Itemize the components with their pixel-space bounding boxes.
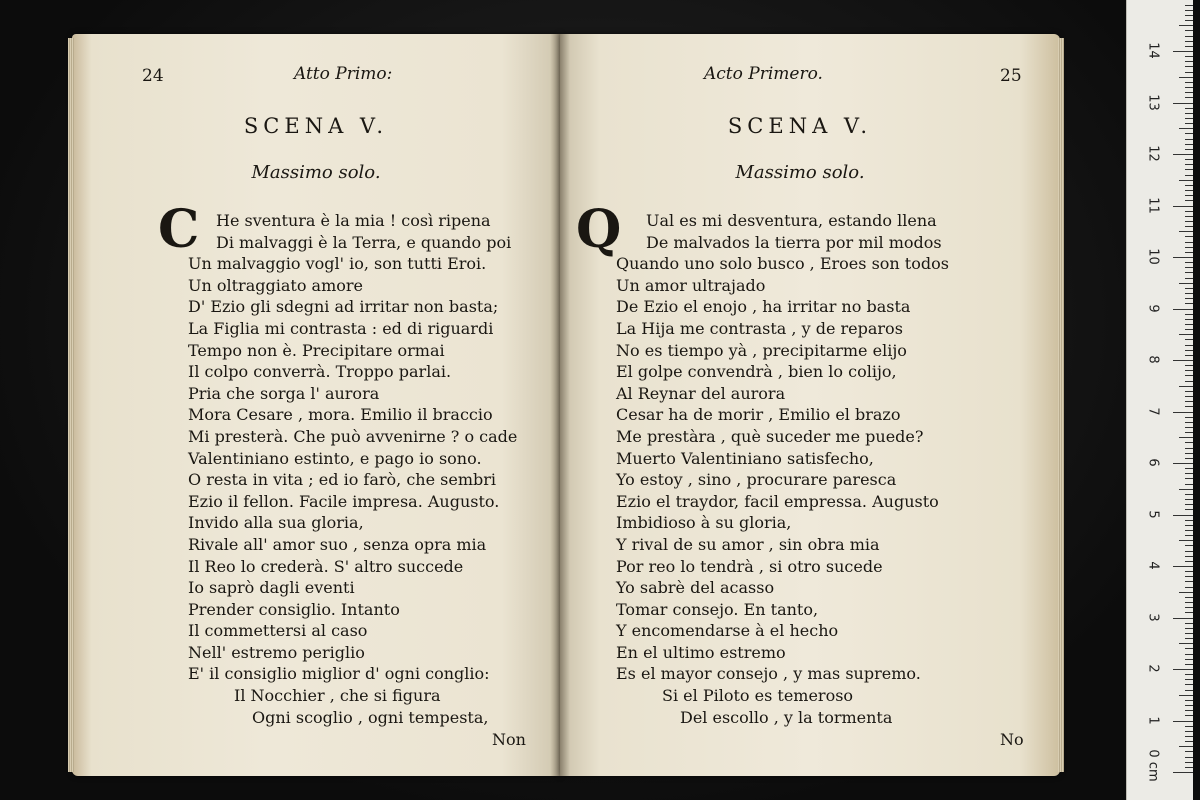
- ruler-number: 13: [1145, 93, 1161, 111]
- ruler-tick: [1185, 442, 1193, 443]
- ruler-tick: [1185, 422, 1193, 423]
- ruler-tick: [1185, 133, 1193, 134]
- ruler-tick: [1185, 535, 1193, 536]
- ruler-tick: [1185, 690, 1193, 691]
- ruler-tick: [1173, 618, 1193, 619]
- left-scene-title: SCENA V.: [243, 114, 389, 138]
- ruler-tick: [1185, 401, 1193, 402]
- right-catchword: No: [1000, 730, 1024, 749]
- ruler-tick: [1185, 417, 1193, 418]
- ruler-tick: [1185, 700, 1193, 701]
- open-book: [72, 24, 1062, 776]
- right-verse-text: [616, 210, 949, 728]
- verse-line: Es el mayor consejo , y mas supremo.: [616, 664, 921, 684]
- ruler-tick: [1179, 25, 1193, 26]
- ruler-tick: [1179, 128, 1193, 129]
- verse-line: Nell' estremo periglio: [188, 642, 365, 662]
- ruler-tick: [1185, 293, 1193, 294]
- ruler-tick: [1185, 726, 1193, 727]
- ruler-tick: [1179, 386, 1193, 387]
- ruler-tick: [1179, 695, 1193, 696]
- left-running-header: Atto Primo:: [294, 64, 393, 84]
- ruler-tick: [1185, 365, 1193, 366]
- left-drop-capital: C: [158, 199, 200, 260]
- ruler-tick: [1185, 751, 1193, 752]
- ruler-tick: [1185, 144, 1193, 145]
- ruler-tick: [1185, 648, 1193, 649]
- ruler-tick: [1185, 72, 1193, 73]
- verse-line: Il colpo converrà. Troppo parlai.: [188, 362, 452, 382]
- ruler-number: 6: [1145, 458, 1161, 467]
- verse-line: He sventura è la mia ! così ripena: [216, 211, 491, 230]
- ruler-tick: [1185, 46, 1193, 47]
- right-page: [560, 34, 1060, 776]
- verse-line: Il Nocchier , che si figura: [234, 686, 441, 706]
- ruler-tick: [1179, 180, 1193, 181]
- ruler-tick: [1173, 515, 1193, 516]
- ruler-tick: [1185, 355, 1193, 356]
- ruler-tick: [1185, 520, 1193, 521]
- ruler-tick: [1173, 463, 1193, 464]
- verse-line: Del escollo , y la tormenta: [680, 707, 893, 727]
- ruler-tick: [1185, 741, 1193, 742]
- ruler-tick: [1185, 623, 1193, 624]
- ruler-tick: [1185, 499, 1193, 500]
- ruler-tick: [1185, 705, 1193, 706]
- ruler-number: 3: [1145, 612, 1161, 622]
- verse-line: Un malvaggio vogl' io, son tutti Eroi.: [188, 254, 487, 274]
- ruler-tick: [1185, 587, 1193, 588]
- verse-line: Quando uno solo busco , Eroes son todos: [616, 254, 949, 274]
- ruler-tick: [1185, 303, 1193, 304]
- ruler-number: 8: [1145, 355, 1161, 364]
- ruler-tick: [1185, 329, 1193, 330]
- ruler-tick: [1185, 473, 1193, 474]
- ruler-tick: [1173, 103, 1193, 104]
- ruler-tick: [1185, 628, 1193, 629]
- ruler-tick: [1185, 571, 1193, 572]
- verse-line: Me prestàra , què suceder me puede?: [616, 426, 924, 446]
- ruler-tick: [1185, 195, 1193, 196]
- verse-line: Al Reynar del aurora: [616, 383, 786, 403]
- ruler-tick: [1185, 561, 1193, 562]
- right-folio: 25: [1000, 66, 1022, 86]
- ruler-tick: [1179, 489, 1193, 490]
- ruler-tick: [1185, 87, 1193, 88]
- verse-line: Io saprò dagli eventi: [188, 578, 355, 598]
- verse-line: De Ezio el enojo , ha irritar no basta: [616, 297, 911, 317]
- verse-line: Ogni scoglio , ogni tempesta,: [252, 707, 489, 727]
- verse-line: En el ultimo estremo: [616, 642, 786, 662]
- ruler-tick: [1185, 41, 1193, 42]
- ruler-tick: [1185, 767, 1193, 768]
- ruler-tick: [1179, 540, 1193, 541]
- ruler-tick: [1185, 370, 1193, 371]
- ruler-tick: [1185, 432, 1193, 433]
- verse-line: E' il consiglio miglior d' ogni conglio:: [188, 664, 490, 684]
- ruler-tick: [1185, 211, 1193, 212]
- ruler-tick: [1185, 448, 1193, 449]
- ruler-tick: [1185, 391, 1193, 392]
- right-running-header: Acto Primero.: [704, 64, 823, 84]
- verse-line: Rivale all' amor suo , senza opra mia: [188, 534, 487, 554]
- ruler-tick: [1185, 339, 1193, 340]
- verse-line: Tomar consejo. En tanto,: [616, 599, 819, 619]
- ruler-tick: [1185, 484, 1193, 485]
- left-page-edges: [68, 38, 74, 772]
- ruler-tick: [1185, 494, 1193, 495]
- ruler-tick: [1185, 576, 1193, 577]
- verse-line: Di malvaggi è la Terra, e quando poi: [216, 232, 512, 252]
- verse-line: Yo estoy , sino , procurare paresca: [616, 470, 897, 490]
- ruler-tick: [1185, 659, 1193, 660]
- ruler-tick: [1173, 309, 1193, 310]
- ruler-tick: [1185, 247, 1193, 248]
- ruler-tick: [1185, 545, 1193, 546]
- ruler-tick: [1173, 669, 1193, 670]
- ruler-tick: [1185, 324, 1193, 325]
- verse-line: Mi presterà. Che può avvenirne ? o cade: [188, 426, 518, 446]
- ruler-tick: [1185, 736, 1193, 737]
- ruler-tick: [1185, 216, 1193, 217]
- ruler-number: 14: [1145, 42, 1161, 59]
- verse-line: De malvados la tierra por mil modos: [646, 232, 942, 252]
- ruler-tick: [1173, 566, 1193, 567]
- ruler-tick: [1185, 175, 1193, 176]
- ruler-tick: [1179, 437, 1193, 438]
- ruler-tick: [1185, 664, 1193, 665]
- verse-line: Valentiniano estinto, e pago io sono.: [188, 448, 482, 468]
- ruler-tick: [1185, 242, 1193, 243]
- left-page: [72, 34, 560, 776]
- left-folio: 24: [142, 66, 164, 86]
- ruler-tick: [1173, 51, 1193, 52]
- verse-line: Si el Piloto es temeroso: [662, 686, 854, 706]
- ruler-tick: [1185, 509, 1193, 510]
- ruler-tick: [1185, 108, 1193, 109]
- ruler-number: 11: [1145, 196, 1161, 214]
- ruler-tick: [1185, 118, 1193, 119]
- ruler-tick: [1185, 581, 1193, 582]
- verse-line: Ezio il fellon. Facile impresa. Augusto.: [188, 491, 500, 511]
- ruler-tick: [1185, 92, 1193, 93]
- right-scene-title: SCENA V.: [727, 114, 873, 138]
- ruler-tick: [1185, 298, 1193, 299]
- verse-line: Il Reo lo crederà. S' altro succede: [188, 556, 464, 576]
- ruler-tick: [1173, 412, 1193, 413]
- left-catchword: Non: [492, 730, 526, 749]
- verse-line: Mora Cesare , mora. Emilio il braccio: [188, 405, 493, 425]
- ruler-tick: [1185, 762, 1193, 763]
- verse-line: Un amor ultrajado: [616, 275, 766, 295]
- ruler-tick: [1173, 257, 1193, 258]
- verse-line: Prender consiglio. Intanto: [188, 599, 400, 619]
- ruler-tick: [1173, 360, 1193, 361]
- ruler-tick: [1185, 350, 1193, 351]
- ruler-tick: [1185, 396, 1193, 397]
- ruler-number: 5: [1145, 509, 1161, 519]
- book-gutter: [550, 34, 570, 776]
- verse-line: Imbidioso à su gloria,: [616, 513, 792, 533]
- ruler-number: 9: [1145, 303, 1161, 313]
- ruler-tick: [1185, 15, 1193, 16]
- ruler-tick: [1185, 185, 1193, 186]
- ruler-tick: [1185, 458, 1193, 459]
- ruler-tick: [1179, 283, 1193, 284]
- verse-line: Invido alla sua gloria,: [188, 513, 364, 533]
- ruler-tick: [1185, 674, 1193, 675]
- ruler-tick: [1185, 221, 1193, 222]
- ruler-tick: [1185, 30, 1193, 31]
- ruler-tick: [1185, 164, 1193, 165]
- right-character-name: Massimo solo.: [735, 162, 865, 183]
- ruler-tick: [1185, 638, 1193, 639]
- ruler-tick: [1185, 427, 1193, 428]
- verse-line: Un oltraggiato amore: [188, 275, 363, 295]
- ruler-tick: [1185, 82, 1193, 83]
- ruler-tick: [1185, 272, 1193, 273]
- ruler-tick: [1185, 602, 1193, 603]
- verse-line: Tempo non è. Precipitare ormai: [188, 340, 445, 360]
- verse-line: Y encomendarse à el hecho: [616, 621, 839, 641]
- ruler-tick: [1185, 226, 1193, 227]
- verse-line: Il commettersi al caso: [188, 621, 368, 641]
- verse-line: O resta in vita ; ed io farò, che sembri: [188, 470, 497, 490]
- ruler-tick: [1185, 530, 1193, 531]
- ruler-tick: [1185, 731, 1193, 732]
- ruler-tick: [1185, 556, 1193, 557]
- ruler-tick: [1185, 190, 1193, 191]
- verse-line: Y rival de su amor , sin obra mia: [616, 534, 880, 554]
- verse-line: Pria che sorga l' aurora: [188, 383, 380, 403]
- verse-line: La Hija me contrasta , y de reparos: [616, 318, 903, 338]
- ruler-tick: [1185, 288, 1193, 289]
- ruler-tick: [1185, 5, 1193, 6]
- ruler-tick: [1185, 710, 1193, 711]
- ruler-tick: [1185, 200, 1193, 201]
- ruler-tick: [1185, 345, 1193, 346]
- ruler-tick: [1185, 169, 1193, 170]
- ruler-tick: [1185, 757, 1193, 758]
- ruler-tick: [1185, 478, 1193, 479]
- ruler-tick: [1185, 113, 1193, 114]
- ruler-tick: [1185, 97, 1193, 98]
- ruler-tick: [1185, 612, 1193, 613]
- ruler-tick: [1185, 123, 1193, 124]
- left-verse-text: [188, 210, 517, 728]
- ruler-tick: [1173, 154, 1193, 155]
- ruler-number: 4: [1145, 561, 1161, 570]
- left-character-name: Massimo solo.: [251, 162, 381, 183]
- ruler-number: 2: [1145, 664, 1161, 673]
- verse-line: Yo sabrè del acasso: [616, 578, 775, 598]
- right-page-edges: [1058, 38, 1064, 772]
- ruler-tick: [1185, 149, 1193, 150]
- ruler-tick: [1185, 468, 1193, 469]
- ruler-number: 10: [1145, 248, 1161, 265]
- ruler-tick: [1185, 375, 1193, 376]
- verse-line: No es tiempo yà , precipitarme elijo: [616, 340, 907, 360]
- verse-line: D' Ezio gli sdegni ad irritar non basta;: [188, 297, 499, 317]
- ruler-tick: [1179, 334, 1193, 335]
- ruler-tick: [1185, 262, 1193, 263]
- ruler-tick: [1185, 381, 1193, 382]
- ruler-tick: [1185, 61, 1193, 62]
- right-drop-capital: Q: [576, 199, 622, 260]
- ruler-tick: [1179, 592, 1193, 593]
- verse-line: Ezio el traydor, facil empressa. Augusto: [616, 491, 939, 511]
- ruler-tick: [1179, 77, 1193, 78]
- ruler-tick: [1185, 56, 1193, 57]
- ruler-tick: [1173, 772, 1193, 773]
- ruler-tick: [1185, 406, 1193, 407]
- verse-line: La Figlia mi contrasta : ed di riguardi: [188, 318, 494, 338]
- ruler-zero-label: 0 cm: [1145, 749, 1161, 782]
- ruler-tick: [1179, 746, 1193, 747]
- ruler-tick: [1185, 654, 1193, 655]
- ruler-tick: [1185, 319, 1193, 320]
- ruler-number: 1: [1145, 715, 1161, 725]
- verse-line: Ual es mi desventura, estando llena: [646, 211, 937, 230]
- ruler-tick: [1173, 206, 1193, 207]
- verse-line: El golpe convendrà , bien lo colijo,: [616, 362, 897, 382]
- ruler-number: 12: [1145, 145, 1161, 162]
- ruler-tick: [1185, 525, 1193, 526]
- ruler-tick: [1185, 679, 1193, 680]
- ruler-tick: [1185, 267, 1193, 268]
- ruler-tick: [1179, 231, 1193, 232]
- ruler-number: 7: [1145, 406, 1161, 416]
- ruler-tick: [1185, 10, 1193, 11]
- ruler-tick: [1185, 139, 1193, 140]
- ruler-tick: [1185, 504, 1193, 505]
- ruler-tick: [1185, 453, 1193, 454]
- ruler-tick: [1185, 278, 1193, 279]
- verse-line: Por reo lo tendrà , si otro sucede: [616, 556, 883, 576]
- ruler-tick: [1173, 721, 1193, 722]
- measuring-ruler: [1126, 0, 1193, 800]
- ruler-tick: [1179, 643, 1193, 644]
- ruler-tick: [1185, 66, 1193, 67]
- verse-line: Muerto Valentiniano satisfecho,: [616, 448, 874, 468]
- ruler-tick: [1185, 236, 1193, 237]
- ruler-tick: [1185, 684, 1193, 685]
- ruler-tick: [1185, 715, 1193, 716]
- ruler-tick: [1185, 20, 1193, 21]
- ruler-tick: [1185, 314, 1193, 315]
- ruler-tick: [1185, 159, 1193, 160]
- verse-line: Cesar ha de morir , Emilio el brazo: [616, 405, 901, 425]
- ruler-tick: [1185, 607, 1193, 608]
- ruler-tick: [1185, 633, 1193, 634]
- ruler-tick: [1185, 252, 1193, 253]
- ruler-tick: [1185, 597, 1193, 598]
- ruler-tick: [1185, 551, 1193, 552]
- ruler-tick: [1185, 36, 1193, 37]
